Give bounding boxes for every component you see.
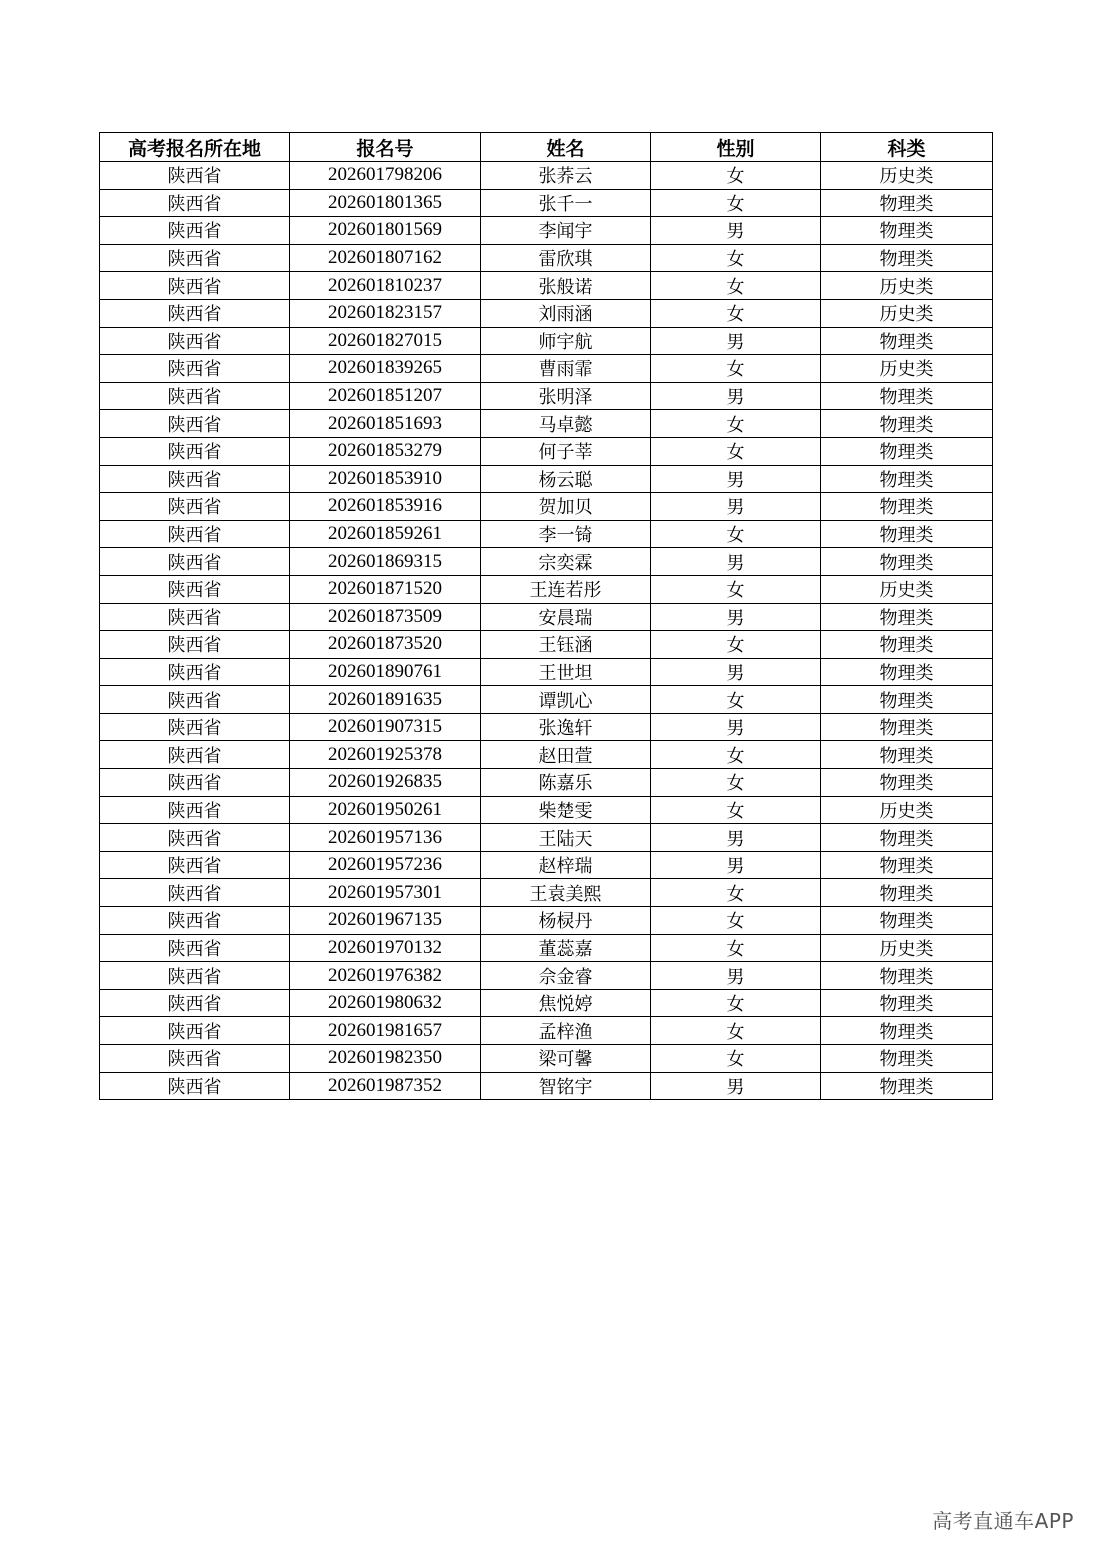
cell-location: 陕西省 xyxy=(100,520,290,548)
cell-location: 陕西省 xyxy=(100,548,290,576)
table-row xyxy=(100,493,993,521)
cell-name: 焦悦婷 xyxy=(481,989,651,1017)
cell-subject-category: 物理类 xyxy=(821,989,993,1017)
cell-registration-number: 202601798206 xyxy=(290,162,481,190)
cell-name: 杨棂丹 xyxy=(481,907,651,935)
cell-name: 李一锜 xyxy=(481,520,651,548)
cell-subject-category: 物理类 xyxy=(821,631,993,659)
cell-location: 陕西省 xyxy=(100,162,290,190)
cell-name: 陈嘉乐 xyxy=(481,769,651,797)
table-row xyxy=(100,520,993,548)
cell-location: 陕西省 xyxy=(100,741,290,769)
watermark-text: 高考直通车APP xyxy=(932,1509,1074,1533)
cell-name: 董蕊嘉 xyxy=(481,934,651,962)
cell-gender: 女 xyxy=(651,272,821,300)
cell-subject-category: 历史类 xyxy=(821,575,993,603)
cell-location: 陕西省 xyxy=(100,382,290,410)
cell-location: 陕西省 xyxy=(100,631,290,659)
cell-gender: 男 xyxy=(651,217,821,245)
cell-name: 张千一 xyxy=(481,189,651,217)
cell-location: 陕西省 xyxy=(100,1045,290,1073)
table-row xyxy=(100,355,993,383)
cell-registration-number: 202601891635 xyxy=(290,686,481,714)
cell-registration-number: 202601987352 xyxy=(290,1072,481,1100)
cell-gender: 男 xyxy=(651,493,821,521)
cell-registration-number: 202601823157 xyxy=(290,299,481,327)
cell-registration-number: 202601957301 xyxy=(290,879,481,907)
cell-subject-category: 历史类 xyxy=(821,162,993,190)
cell-gender: 女 xyxy=(651,355,821,383)
cell-registration-number: 202601957136 xyxy=(290,824,481,852)
cell-location: 陕西省 xyxy=(100,1017,290,1045)
cell-gender: 男 xyxy=(651,713,821,741)
cell-subject-category: 物理类 xyxy=(821,879,993,907)
cell-registration-number: 202601807162 xyxy=(290,244,481,272)
cell-name: 李闻宇 xyxy=(481,217,651,245)
cell-subject-category: 物理类 xyxy=(821,824,993,852)
cell-name: 赵梓瑞 xyxy=(481,851,651,879)
cell-location: 陕西省 xyxy=(100,575,290,603)
cell-registration-number: 202601801569 xyxy=(290,217,481,245)
cell-name: 张荞云 xyxy=(481,162,651,190)
cell-name: 杨云聪 xyxy=(481,465,651,493)
table-row xyxy=(100,272,993,300)
cell-subject-category: 物理类 xyxy=(821,217,993,245)
table-row xyxy=(100,741,993,769)
table-row xyxy=(100,548,993,576)
cell-subject-category: 物理类 xyxy=(821,410,993,438)
cell-gender: 女 xyxy=(651,769,821,797)
cell-subject-category: 历史类 xyxy=(821,355,993,383)
cell-gender: 男 xyxy=(651,1072,821,1100)
cell-location: 陕西省 xyxy=(100,327,290,355)
table-row xyxy=(100,1017,993,1045)
cell-registration-number: 202601873509 xyxy=(290,603,481,631)
cell-gender: 女 xyxy=(651,520,821,548)
cell-registration-number: 202601851207 xyxy=(290,382,481,410)
cell-subject-category: 物理类 xyxy=(821,713,993,741)
cell-subject-category: 物理类 xyxy=(821,327,993,355)
cell-registration-number: 202601827015 xyxy=(290,327,481,355)
table-row xyxy=(100,465,993,493)
table-row xyxy=(100,299,993,327)
cell-name: 王袁美熙 xyxy=(481,879,651,907)
cell-name: 贺加贝 xyxy=(481,493,651,521)
table-row xyxy=(100,437,993,465)
cell-gender: 男 xyxy=(651,465,821,493)
cell-name: 孟梓渔 xyxy=(481,1017,651,1045)
table-row xyxy=(100,713,993,741)
cell-gender: 女 xyxy=(651,244,821,272)
cell-subject-category: 物理类 xyxy=(821,189,993,217)
cell-registration-number: 202601967135 xyxy=(290,907,481,935)
cell-location: 陕西省 xyxy=(100,851,290,879)
cell-location: 陕西省 xyxy=(100,189,290,217)
cell-gender: 女 xyxy=(651,1017,821,1045)
cell-registration-number: 202601871520 xyxy=(290,575,481,603)
cell-name: 张般诺 xyxy=(481,272,651,300)
cell-subject-category: 物理类 xyxy=(821,962,993,990)
table-row xyxy=(100,631,993,659)
cell-name: 王连若彤 xyxy=(481,575,651,603)
cell-location: 陕西省 xyxy=(100,465,290,493)
cell-location: 陕西省 xyxy=(100,603,290,631)
cell-registration-number: 202601957236 xyxy=(290,851,481,879)
cell-location: 陕西省 xyxy=(100,355,290,383)
header-name: 姓名 xyxy=(481,133,651,162)
cell-name: 曹雨霏 xyxy=(481,355,651,383)
cell-subject-category: 历史类 xyxy=(821,796,993,824)
cell-name: 柴楚雯 xyxy=(481,796,651,824)
cell-gender: 男 xyxy=(651,824,821,852)
cell-location: 陕西省 xyxy=(100,796,290,824)
cell-registration-number: 202601925378 xyxy=(290,741,481,769)
cell-gender: 男 xyxy=(651,382,821,410)
table-row xyxy=(100,769,993,797)
cell-location: 陕西省 xyxy=(100,272,290,300)
cell-gender: 女 xyxy=(651,686,821,714)
cell-gender: 女 xyxy=(651,410,821,438)
cell-location: 陕西省 xyxy=(100,769,290,797)
cell-name: 雷欣琪 xyxy=(481,244,651,272)
table-row xyxy=(100,934,993,962)
cell-subject-category: 物理类 xyxy=(821,493,993,521)
table-body xyxy=(100,162,993,1100)
header-registration-number: 报名号 xyxy=(290,133,481,162)
cell-registration-number: 202601970132 xyxy=(290,934,481,962)
cell-gender: 女 xyxy=(651,934,821,962)
table-row xyxy=(100,907,993,935)
table-row xyxy=(100,851,993,879)
cell-registration-number: 202601859261 xyxy=(290,520,481,548)
cell-name: 宗奕霖 xyxy=(481,548,651,576)
cell-name: 智铭宇 xyxy=(481,1072,651,1100)
table-row xyxy=(100,879,993,907)
cell-name: 王世坦 xyxy=(481,658,651,686)
cell-location: 陕西省 xyxy=(100,217,290,245)
cell-gender: 男 xyxy=(651,327,821,355)
cell-name: 赵田萱 xyxy=(481,741,651,769)
cell-subject-category: 历史类 xyxy=(821,934,993,962)
table-header xyxy=(100,133,993,162)
cell-subject-category: 物理类 xyxy=(821,686,993,714)
header-gender: 性别 xyxy=(651,133,821,162)
cell-registration-number: 202601980632 xyxy=(290,989,481,1017)
cell-gender: 女 xyxy=(651,1045,821,1073)
cell-location: 陕西省 xyxy=(100,299,290,327)
table-row xyxy=(100,410,993,438)
cell-name: 王陆天 xyxy=(481,824,651,852)
table-row xyxy=(100,796,993,824)
cell-gender: 女 xyxy=(651,631,821,659)
cell-registration-number: 202601839265 xyxy=(290,355,481,383)
cell-gender: 女 xyxy=(651,907,821,935)
cell-name: 张逸轩 xyxy=(481,713,651,741)
cell-registration-number: 202601851693 xyxy=(290,410,481,438)
cell-subject-category: 物理类 xyxy=(821,244,993,272)
cell-name: 马卓懿 xyxy=(481,410,651,438)
cell-location: 陕西省 xyxy=(100,493,290,521)
cell-gender: 女 xyxy=(651,796,821,824)
cell-registration-number: 202601981657 xyxy=(290,1017,481,1045)
cell-subject-category: 物理类 xyxy=(821,437,993,465)
table-row xyxy=(100,162,993,190)
cell-subject-category: 物理类 xyxy=(821,907,993,935)
cell-gender: 男 xyxy=(651,548,821,576)
cell-registration-number: 202601976382 xyxy=(290,962,481,990)
table-row xyxy=(100,244,993,272)
cell-location: 陕西省 xyxy=(100,989,290,1017)
cell-location: 陕西省 xyxy=(100,713,290,741)
cell-name: 佘金睿 xyxy=(481,962,651,990)
table-row xyxy=(100,1072,993,1100)
cell-registration-number: 202601810237 xyxy=(290,272,481,300)
table-row xyxy=(100,217,993,245)
cell-subject-category: 物理类 xyxy=(821,465,993,493)
cell-gender: 女 xyxy=(651,299,821,327)
table-row xyxy=(100,962,993,990)
cell-registration-number: 202601926835 xyxy=(290,769,481,797)
cell-gender: 男 xyxy=(651,962,821,990)
cell-name: 王钰涵 xyxy=(481,631,651,659)
cell-name: 师宇航 xyxy=(481,327,651,355)
cell-subject-category: 物理类 xyxy=(821,1017,993,1045)
cell-subject-category: 物理类 xyxy=(821,548,993,576)
header-location: 高考报名所在地 xyxy=(100,133,290,162)
table-row xyxy=(100,189,993,217)
cell-location: 陕西省 xyxy=(100,437,290,465)
cell-registration-number: 202601873520 xyxy=(290,631,481,659)
cell-location: 陕西省 xyxy=(100,879,290,907)
cell-gender: 女 xyxy=(651,741,821,769)
admission-list-table xyxy=(99,132,993,1100)
cell-subject-category: 物理类 xyxy=(821,603,993,631)
cell-subject-category: 历史类 xyxy=(821,299,993,327)
cell-registration-number: 202601801365 xyxy=(290,189,481,217)
cell-gender: 女 xyxy=(651,879,821,907)
cell-gender: 女 xyxy=(651,575,821,603)
cell-registration-number: 202601890761 xyxy=(290,658,481,686)
cell-subject-category: 物理类 xyxy=(821,769,993,797)
cell-location: 陕西省 xyxy=(100,824,290,852)
cell-name: 谭凯心 xyxy=(481,686,651,714)
table-row xyxy=(100,327,993,355)
cell-registration-number: 202601869315 xyxy=(290,548,481,576)
cell-registration-number: 202601907315 xyxy=(290,713,481,741)
cell-gender: 男 xyxy=(651,658,821,686)
cell-location: 陕西省 xyxy=(100,658,290,686)
cell-location: 陕西省 xyxy=(100,410,290,438)
cell-registration-number: 202601950261 xyxy=(290,796,481,824)
cell-gender: 女 xyxy=(651,189,821,217)
cell-subject-category: 物理类 xyxy=(821,382,993,410)
cell-location: 陕西省 xyxy=(100,907,290,935)
cell-subject-category: 物理类 xyxy=(821,1045,993,1073)
admission-list-table-container xyxy=(99,132,992,1100)
cell-location: 陕西省 xyxy=(100,686,290,714)
table-row xyxy=(100,575,993,603)
cell-gender: 男 xyxy=(651,603,821,631)
table-row xyxy=(100,603,993,631)
header-subject-category: 科类 xyxy=(821,133,993,162)
table-row xyxy=(100,658,993,686)
cell-location: 陕西省 xyxy=(100,962,290,990)
cell-name: 梁可馨 xyxy=(481,1045,651,1073)
cell-name: 何子莘 xyxy=(481,437,651,465)
cell-gender: 女 xyxy=(651,162,821,190)
cell-name: 张明泽 xyxy=(481,382,651,410)
cell-subject-category: 历史类 xyxy=(821,272,993,300)
cell-name: 安晨瑞 xyxy=(481,603,651,631)
cell-subject-category: 物理类 xyxy=(821,1072,993,1100)
cell-name: 刘雨涵 xyxy=(481,299,651,327)
table-row xyxy=(100,989,993,1017)
cell-registration-number: 202601853910 xyxy=(290,465,481,493)
cell-registration-number: 202601853279 xyxy=(290,437,481,465)
table-row xyxy=(100,1045,993,1073)
cell-registration-number: 202601853916 xyxy=(290,493,481,521)
cell-gender: 女 xyxy=(651,437,821,465)
table-row xyxy=(100,824,993,852)
header-row xyxy=(100,133,993,162)
cell-subject-category: 物理类 xyxy=(821,520,993,548)
cell-location: 陕西省 xyxy=(100,1072,290,1100)
table-row xyxy=(100,686,993,714)
cell-gender: 女 xyxy=(651,989,821,1017)
cell-subject-category: 物理类 xyxy=(821,851,993,879)
cell-subject-category: 物理类 xyxy=(821,741,993,769)
cell-subject-category: 物理类 xyxy=(821,658,993,686)
table-row xyxy=(100,382,993,410)
cell-location: 陕西省 xyxy=(100,934,290,962)
cell-registration-number: 202601982350 xyxy=(290,1045,481,1073)
cell-location: 陕西省 xyxy=(100,244,290,272)
cell-gender: 男 xyxy=(651,851,821,879)
